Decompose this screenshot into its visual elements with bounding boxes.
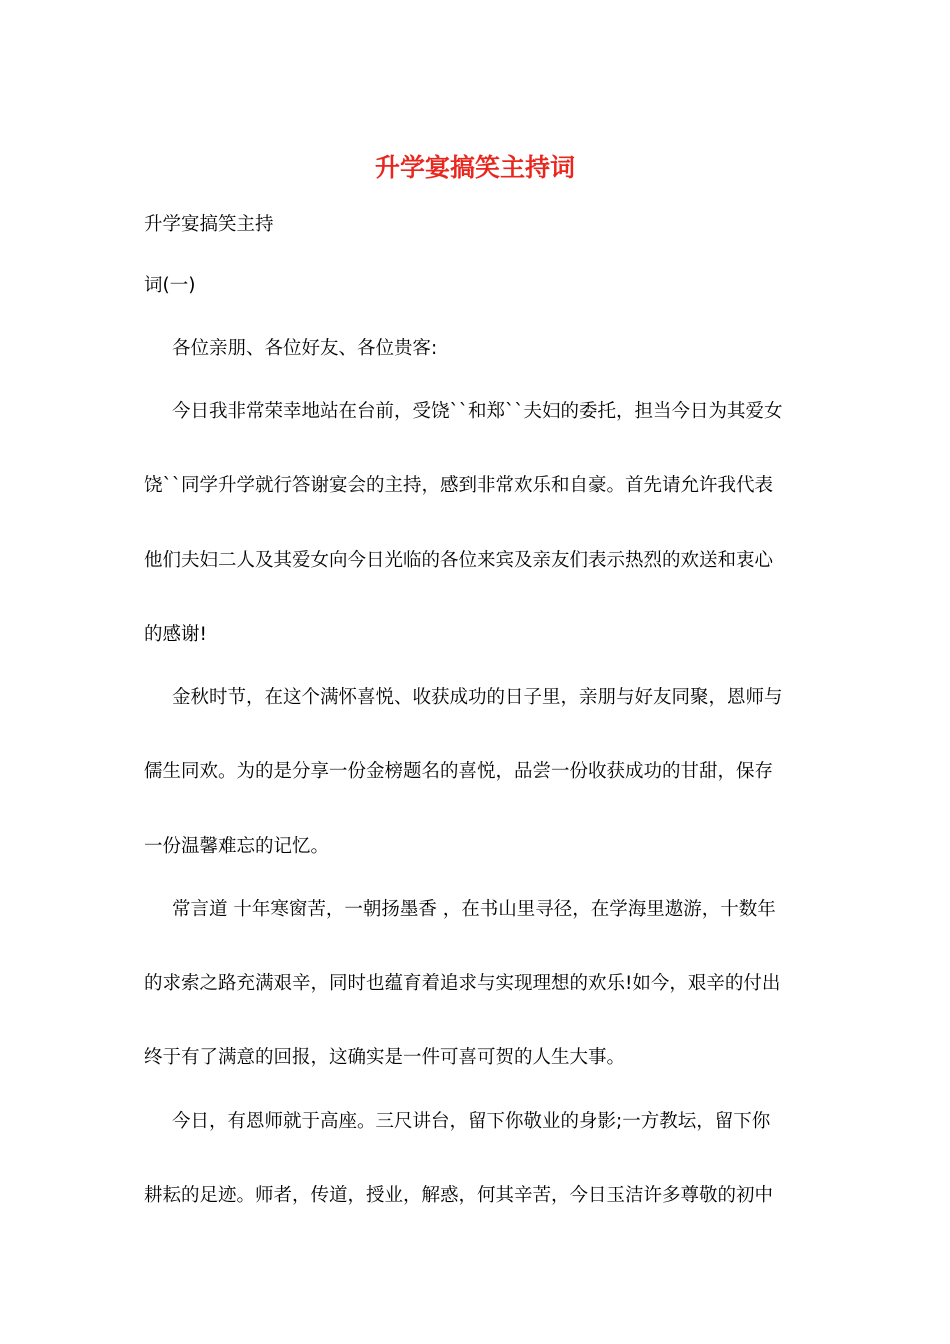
paragraph-3-line-1: 常言道 十年寒窗苦，一朝扬墨香 ，在书山里寻径，在学海里遨游，十数年: [172, 899, 776, 920]
subtitle-line-1: 升学宴搞笑主持: [144, 214, 274, 235]
paragraph-3-line-2: 的求索之路充满艰辛，同时也蕴育着追求与实现理想的欢乐!如今，艰辛的付出: [144, 973, 781, 994]
paragraph-2-line-2: 儒生同欢。为的是分享一份金榜题名的喜悦，品尝一份收获成功的甘甜，保存: [144, 761, 774, 782]
paragraph-2-line-3: 一份温馨难忘的记忆。: [144, 836, 330, 857]
paragraph-2-line-1: 金秋时节，在这个满怀喜悦、收获成功的日子里，亲朋与好友同聚，恩师与: [172, 687, 783, 708]
paragraph-4-line-2: 耕耘的足迹。师者，传道，授业，解惑，何其辛苦，今日玉洁许多尊敬的初中: [144, 1185, 774, 1206]
paragraph-3-line-3: 终于有了满意的回报，这确实是一件可喜可贺的人生大事。: [144, 1047, 626, 1068]
paragraph-4-line-1: 今日，有恩师就于高座。三尺讲台，留下你敬业的身影;一方教坛，留下你: [172, 1111, 771, 1132]
document-title: 升学宴搞笑主持词: [374, 153, 575, 182]
greeting-line: 各位亲朋、各位好友、各位贵客:: [172, 338, 438, 359]
subtitle-line-2: 词(一): [144, 275, 196, 296]
paragraph-1-line-4: 的感谢!: [144, 624, 207, 645]
paragraph-1-line-1: 今日我非常荣幸地站在台前，受饶``和郑``夫妇的委托，担当今日为其爱女: [172, 401, 783, 422]
paragraph-1-line-3: 他们夫妇二人及其爱女向今日光临的各位来宾及亲友们表示热烈的欢送和衷心: [144, 550, 774, 571]
paragraph-1-line-2: 饶``同学升学就行答谢宴会的主持，感到非常欢乐和自豪。首先请允许我代表: [144, 475, 774, 496]
